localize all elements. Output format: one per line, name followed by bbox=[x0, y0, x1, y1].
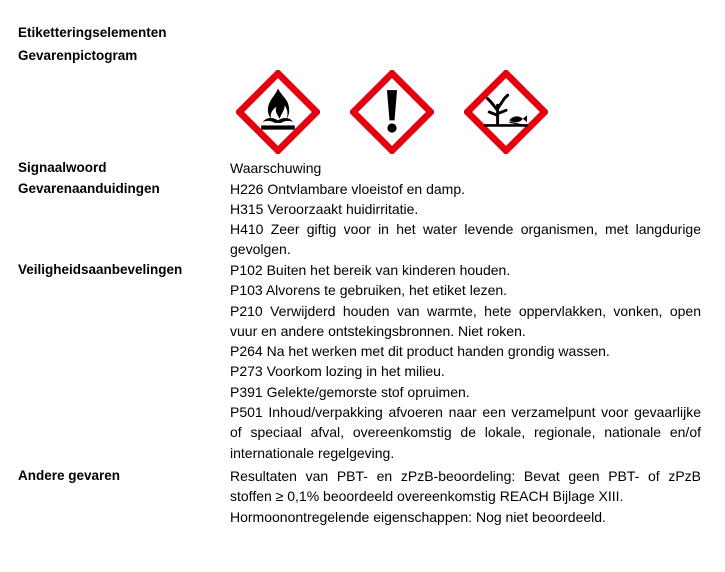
flame-icon bbox=[236, 70, 320, 154]
other-hazard: Resultaten van PBT- en zPzB-beoordeling: Bevat geen PBT- of zPzB stoffen ≥ 0,1% beoordeeld overeenkomstig REACH Bijlage XIII. bbox=[230, 468, 701, 505]
environment-icon bbox=[464, 70, 548, 154]
hazard-statement: H410 Zeer giftig voor in het water levende organismen, met langdurige gevolgen. bbox=[230, 221, 701, 258]
signal-word-value: Waarschuwing bbox=[230, 160, 322, 176]
precautionary-statement: P264 Na het werken met dit product handen grondig wassen. bbox=[230, 343, 610, 360]
other-hazard: Hormoonontregelende eigenschappen: Nog niet beoordeeld. bbox=[230, 508, 606, 525]
other-hazards-list bbox=[230, 466, 701, 527]
other-hazards-label: Andere gevaren bbox=[18, 468, 121, 483]
precautionary-statement: P103 Alvorens te gebruiken, het etiket lezen. bbox=[230, 282, 508, 299]
hazard-pictograms bbox=[236, 70, 572, 154]
section-title: Etiketteringselementen bbox=[18, 25, 167, 40]
precautionary-statement: P391 Gelekte/gemorste stof opruimen. bbox=[230, 383, 470, 400]
precautionary-statements-list bbox=[230, 260, 701, 463]
precautionary-statement: P501 Inhoud/verpakking afvoeren naar een verzamelpunt voor gevaarlijke of speciaal afval, overeenkomstig de lokale, regionale, nationale en/of internationale regelgeving. bbox=[230, 404, 701, 461]
hazard-statement: H226 Ontvlambare vloeistof en damp. bbox=[230, 180, 466, 197]
precautionary-statement: P273 Voorkom lozing in het milieu. bbox=[230, 363, 445, 380]
hazard-statements-list bbox=[230, 179, 701, 260]
precautionary-statement: P102 Buiten het bereik van kinderen houden. bbox=[230, 262, 511, 278]
pictogram-heading: Gevarenpictogram bbox=[18, 48, 138, 63]
hazard-statement: H315 Veroorzaakt huidirritatie. bbox=[230, 200, 419, 217]
hazard-statements-label: Gevarenaanduidingen bbox=[18, 180, 160, 196]
precautionary-statements-label: Veiligheidsaanbevelingen bbox=[18, 262, 183, 277]
exclamation-mark-icon bbox=[350, 70, 434, 154]
signal-word-label: Signaalwoord bbox=[18, 160, 107, 175]
precautionary-statement: P210 Verwijderd houden van warmte, hete oppervlakken, vonken, open vuur en andere ontstekingsbronnen. Niet roken. bbox=[230, 302, 701, 339]
